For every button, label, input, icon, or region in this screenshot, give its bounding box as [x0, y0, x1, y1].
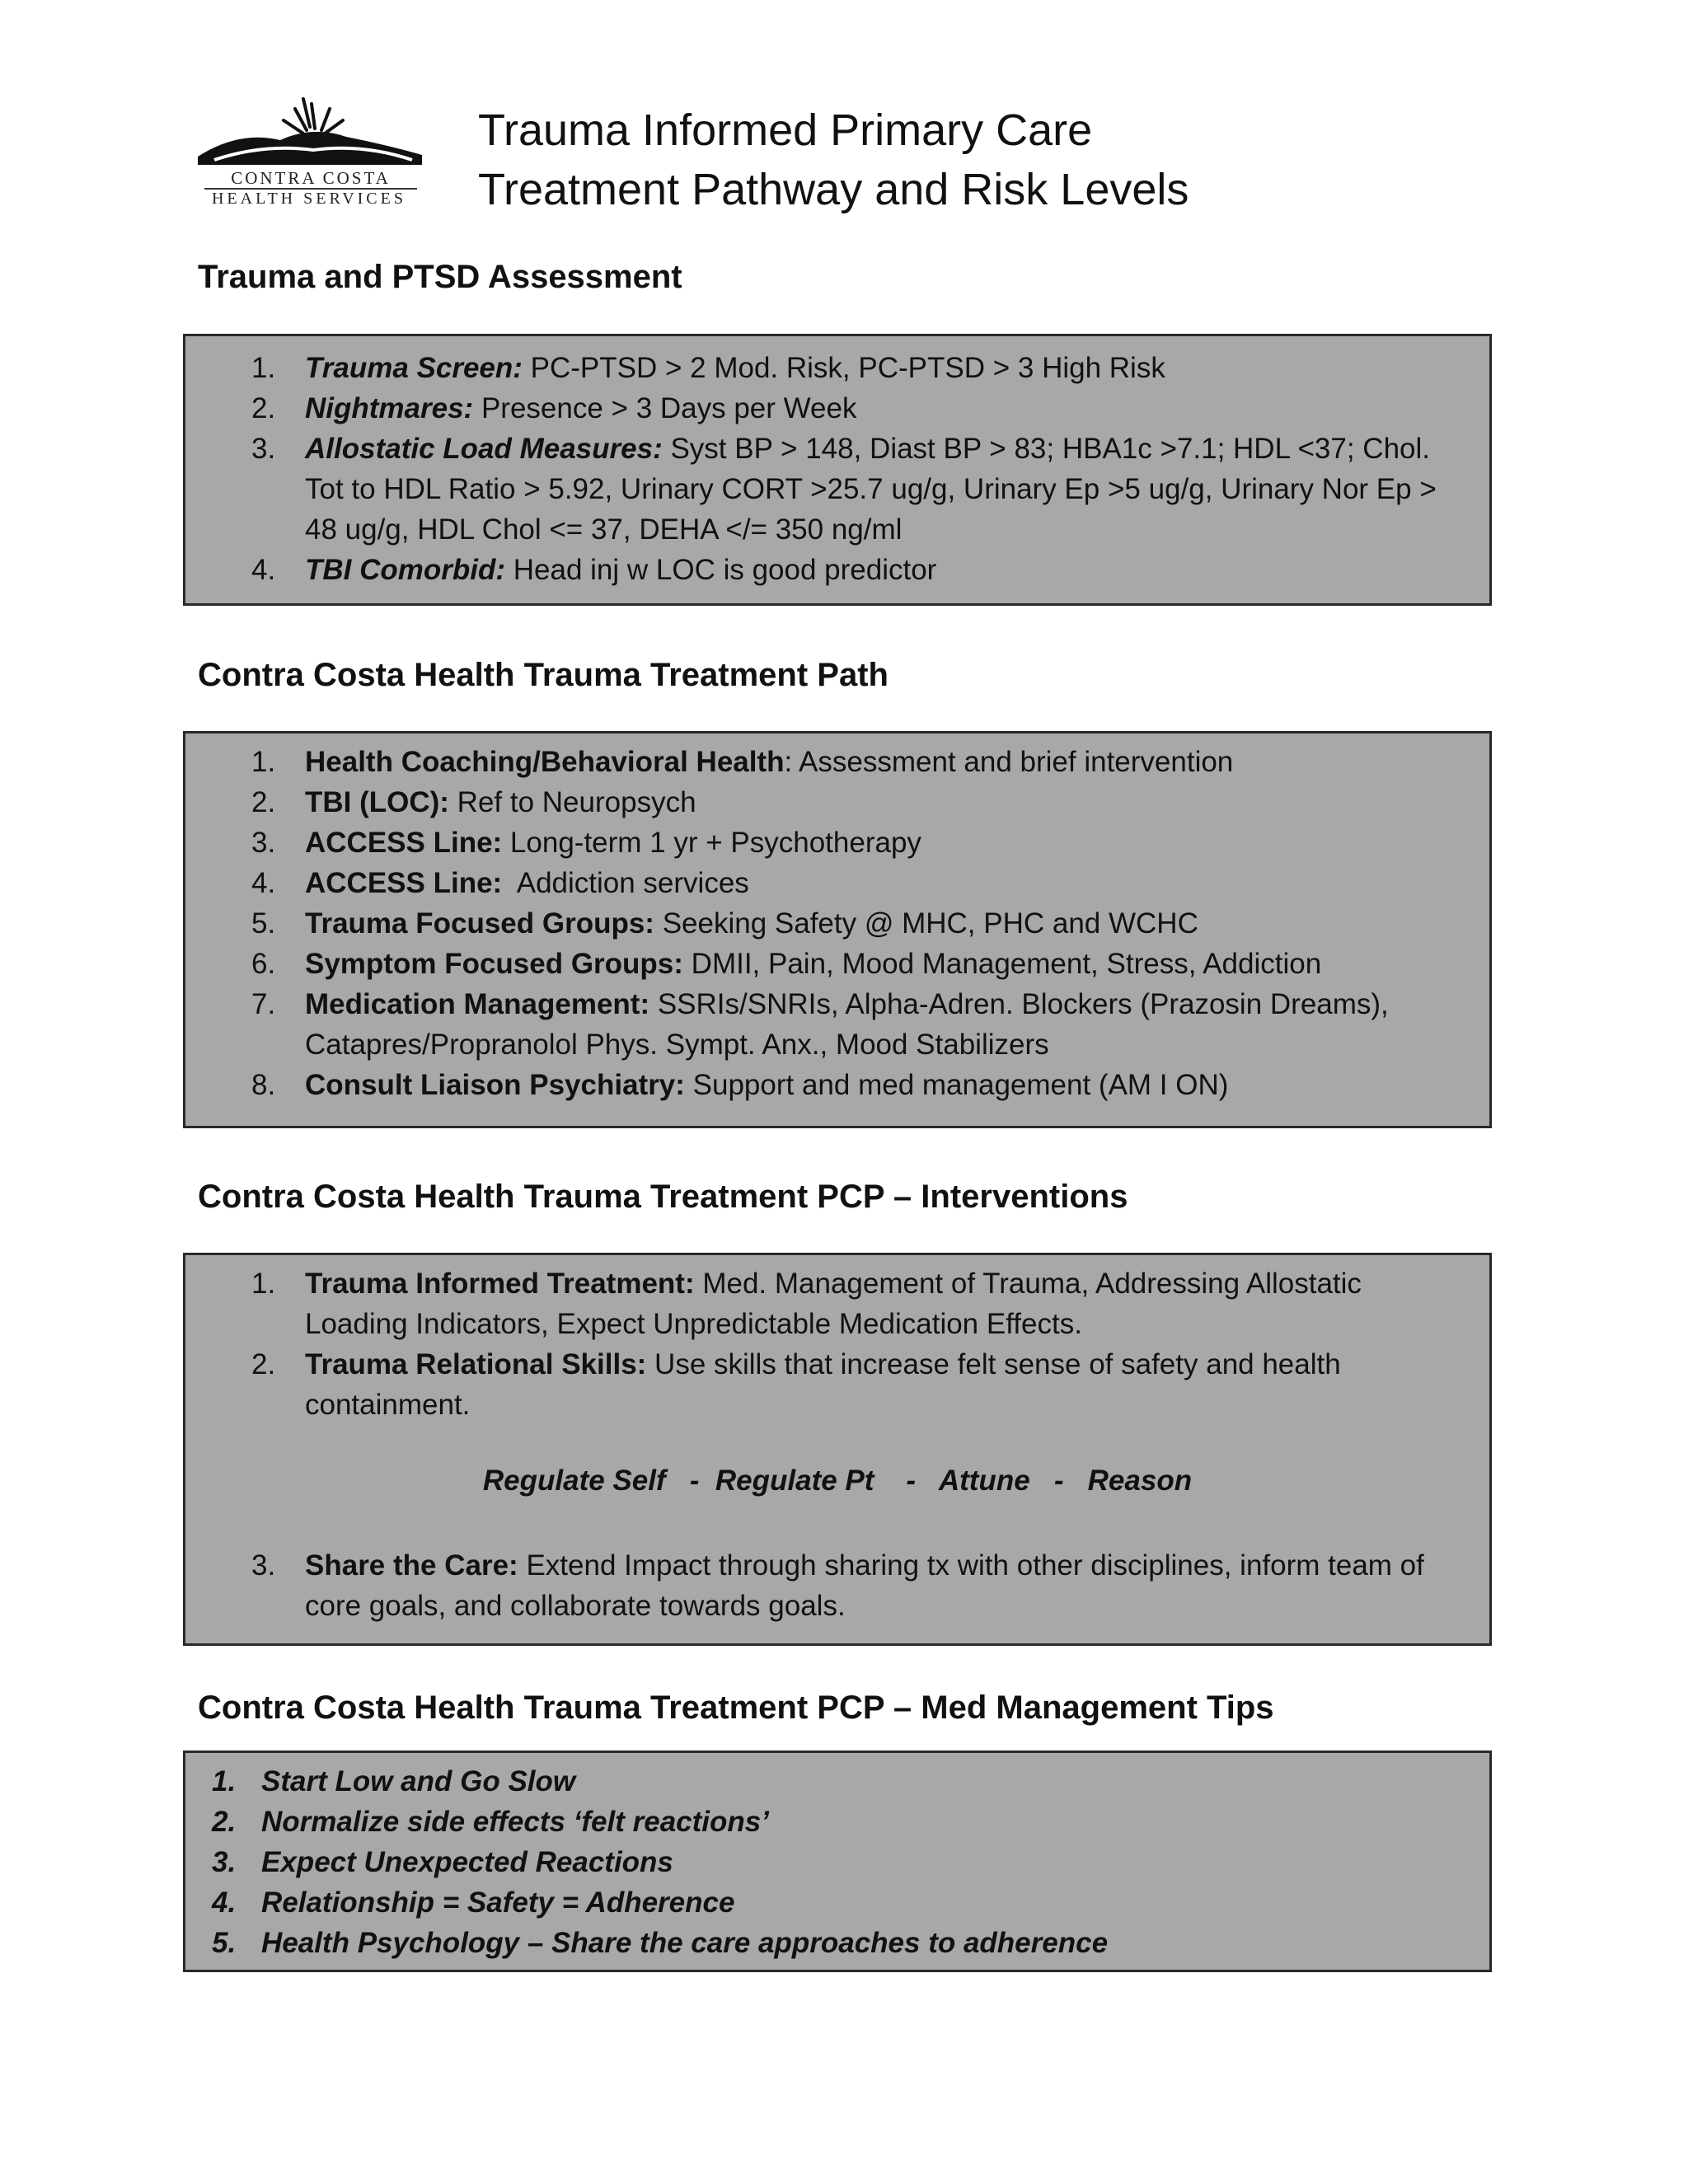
list-item: 7. Medication Management: SSRIs/SNRIs, Alpha-Adren. Blockers (Prazosin Dreams), Catapres/Propranolol Phys. Sympt. Anx., Mood Stabilizers: [251, 988, 1389, 1061]
title-line-1: Trauma Informed Primary Care: [478, 105, 1093, 155]
list-item: 5. Trauma Focused Groups: Seeking Safety @ MHC, PHC and WCHC: [251, 907, 1198, 940]
mountain-sun-icon: [190, 97, 429, 171]
interventions-box: [183, 1253, 1492, 1646]
contra-costa-logo: [190, 97, 429, 214]
list-item: 3. ACCESS Line: Long-term 1 yr + Psychotherapy: [251, 827, 921, 859]
list-item: 6. Symptom Focused Groups: DMII, Pain, Mood Management, Stress, Addiction: [251, 948, 1322, 980]
assessment-list: [185, 348, 1489, 590]
list-item: 8. Consult Liaison Psychiatry: Support and med management (AM I ON): [251, 1069, 1229, 1101]
list-item: 3. Share the Care: Extend Impact through sharing tx with other disciplines, inform team of core goals, and collaborate towards goals.: [251, 1549, 1424, 1622]
page-title: [478, 101, 1189, 219]
list-item: 3. Expect Unexpected Reactions: [212, 1846, 673, 1878]
logo-text-health-services: HEALTH SERVICES: [211, 190, 406, 208]
list-item: 4. ACCESS Line: Addiction services: [251, 867, 749, 899]
list-item: 2. Nightmares: Presence > 3 Days per Week: [251, 392, 857, 424]
logo-text-contra-costa: CONTRA COSTA: [231, 168, 391, 188]
title-line-2: Treatment Pathway and Risk Levels: [478, 165, 1189, 214]
list-item: 5. Health Psychology – Share the care approaches to adherence: [212, 1927, 1109, 1959]
list-item: 4. Relationship = Safety = Adherence: [212, 1886, 735, 1919]
treatment-path-heading: Contra Costa Health Trauma Treatment Path: [198, 657, 889, 693]
list-item: 2. TBI (LOC): Ref to Neuropsych: [251, 786, 696, 818]
assessment-heading: Trauma and PTSD Assessment: [198, 259, 682, 295]
list-item: 2. Trauma Relational Skills: Use skills that increase felt sense of safety and health containment.: [251, 1348, 1341, 1421]
med-tips-list: [185, 1761, 1489, 1963]
interventions-list-top: [185, 1263, 1489, 1425]
treatment-path-list: [185, 742, 1489, 1105]
interventions-list-bottom: [185, 1545, 1489, 1626]
relational-skills-motto: Regulate Self - Regulate Pt - Attune - Reason: [482, 1465, 1193, 1497]
treatment-path-box: [183, 731, 1492, 1128]
list-item: 1. Trauma Screen: PC-PTSD > 2 Mod. Risk, PC-PTSD > 3 High Risk: [251, 352, 1165, 384]
assessment-box: [183, 334, 1492, 606]
list-item: 3. Allostatic Load Measures: Syst BP > 148, Diast BP > 83; HBA1c >7.1; HDL <37; Chol. Tot to HDL Ratio > 5.92, Urinary CORT >25.7 ug/g, Urinary Ep >5 ug/g, Urinary Nor Ep > 48 ug/g, HDL Chol <= 37, DEHA </= 350 ng/ml: [251, 433, 1437, 546]
list-item: 1. Start Low and Go Slow: [212, 1765, 576, 1797]
med-tips-heading: Contra Costa Health Trauma Treatment PCP – Med Management Tips: [198, 1690, 1274, 1726]
med-tips-box: [183, 1750, 1492, 1972]
list-item: 1. Trauma Informed Treatment: Med. Management of Trauma, Addressing Allostatic Loading Indicators, Expect Unpredictable Medication Effects.: [251, 1268, 1362, 1340]
list-item: 2. Normalize side effects ‘felt reactions’: [212, 1806, 769, 1838]
interventions-heading: Contra Costa Health Trauma Treatment PCP – Interventions: [198, 1179, 1128, 1215]
list-item: 1. Health Coaching/Behavioral Health: Assessment and brief intervention: [251, 746, 1234, 778]
list-item: 4. TBI Comorbid: Head inj w LOC is good predictor: [251, 554, 937, 586]
